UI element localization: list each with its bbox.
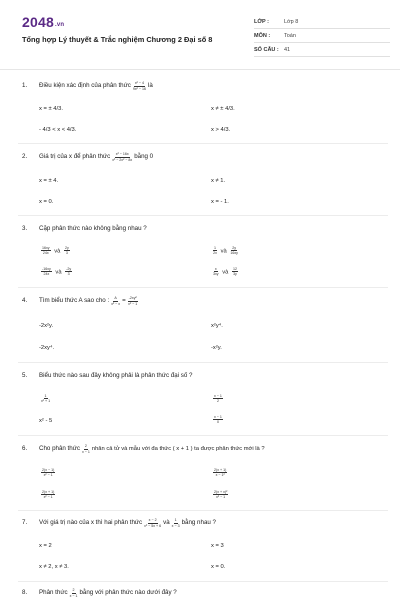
fraction: [172, 518, 180, 528]
question-stem: [22, 517, 392, 529]
question-number: 5.: [22, 372, 28, 379]
fraction: [213, 246, 217, 256]
option-a[interactable]: x = ± 4.: [39, 178, 59, 184]
question-stem: [22, 80, 392, 92]
question-number: 4.: [22, 297, 28, 304]
option-d[interactable]: [211, 415, 225, 425]
fraction-numerator: 2y: [232, 246, 237, 250]
fraction-denominator: x³ − 2x² − 8x: [112, 157, 133, 162]
fraction: [65, 267, 72, 277]
fraction-numerator: 2(x + 1): [42, 490, 55, 494]
fraction: [213, 267, 219, 277]
site-logo[interactable]: [22, 14, 64, 30]
option-c[interactable]: [39, 267, 74, 277]
question-6: [22, 443, 392, 455]
question-divider: [18, 287, 388, 288]
fraction: [213, 415, 223, 425]
equals-sign: =: [122, 297, 126, 304]
question-number: 1.: [22, 82, 28, 89]
fraction: [41, 267, 52, 277]
fraction-denominator: x² + 1: [41, 399, 51, 404]
fraction: [111, 296, 120, 306]
question-text: Phân thức: [39, 589, 68, 596]
fraction-numerator: x − 1: [214, 394, 222, 398]
option-d[interactable]: [211, 490, 230, 500]
option-a[interactable]: x = ± 4/3.: [39, 106, 63, 112]
option-b[interactable]: x²y⁴.: [211, 323, 223, 329]
meta-table: [254, 15, 390, 57]
fraction-denominator: 0: [216, 420, 219, 425]
fraction-denominator: x² − x: [111, 301, 121, 306]
fraction-numerator: x − 1: [214, 415, 222, 419]
option-c[interactable]: x ≠ 2, x ≠ 3.: [39, 564, 69, 570]
question-text-tail: bằng với phân thức nào dưới đây ?: [79, 589, 177, 596]
question-3: [22, 223, 392, 235]
fraction-numerator: 1: [44, 394, 47, 398]
question-divider: [18, 143, 388, 144]
fraction-numerator: 2: [72, 588, 75, 593]
option-a[interactable]: -2x²y.: [39, 323, 54, 329]
option-c[interactable]: x² - 5: [39, 418, 53, 424]
fraction: [128, 296, 138, 306]
option-c[interactable]: [39, 490, 57, 500]
fraction-denominator: x − 1: [69, 593, 78, 598]
fraction-denominator: x − 3: [171, 523, 180, 528]
fraction-numerator: -2xy²: [128, 296, 137, 301]
question-8: [22, 587, 392, 599]
option-c[interactable]: - 4/3 < x < 4/3.: [39, 127, 77, 133]
option-a[interactable]: [39, 246, 72, 256]
meta-value: Lớp 8: [284, 18, 299, 25]
fraction-numerator: x: [214, 267, 217, 271]
fraction-numerator: -16xy: [42, 267, 51, 271]
option-connector: và: [222, 269, 229, 276]
fraction: [144, 518, 161, 528]
fraction-numerator: A: [114, 296, 117, 301]
fraction-numerator: 2(x + 1): [214, 468, 227, 472]
option-b[interactable]: [211, 246, 240, 256]
meta-value: 41: [284, 46, 291, 53]
fraction-denominator: 16xy: [230, 251, 238, 256]
option-connector: và: [55, 269, 62, 276]
question-text-tail: nhân cả tử và mẫu với đa thức ( x + 1 ) ta được phân thức mới là ?: [91, 446, 265, 452]
fraction-denominator: 24x: [42, 251, 49, 256]
option-b[interactable]: [211, 394, 225, 404]
fraction: [213, 490, 228, 500]
fraction-denominator: x² − 1: [43, 495, 53, 500]
fraction-denominator: x² − 1: [128, 301, 138, 306]
question-text: Với giá trị nào của x thì hai phân thức: [39, 519, 143, 526]
fraction: [41, 490, 55, 500]
option-b[interactable]: x ≠ 1.: [211, 178, 226, 184]
fraction: [133, 81, 146, 91]
fraction: [41, 394, 50, 404]
fraction-numerator: 1: [214, 246, 216, 250]
fraction-denominator: 24x: [43, 272, 50, 277]
fraction-numerator: 16xy: [42, 246, 50, 250]
question-text-tail: bằng nhau ?: [181, 519, 216, 526]
meta-row-count: [254, 43, 390, 57]
question-number: 7.: [22, 519, 28, 526]
question-7: [22, 517, 392, 529]
option-d[interactable]: [211, 267, 240, 277]
option-a[interactable]: x = 2: [39, 543, 52, 549]
question-2: [22, 151, 392, 163]
question-stem: [22, 223, 392, 235]
fraction-numerator: x² − 16x: [115, 152, 129, 157]
meta-row-class: [254, 15, 390, 29]
page-title: Tổng hợp Lý thuyết & Trắc nghiệm Chương 2 Đại số 8: [22, 35, 213, 44]
fraction-denominator: 3y: [233, 272, 237, 277]
question-text: Cho phân thức: [39, 445, 80, 452]
fraction-denominator: 3: [65, 251, 68, 256]
meta-key: MÔN :: [254, 32, 271, 39]
fraction-denominator: 9x² − 16: [132, 86, 146, 91]
fraction: [213, 394, 223, 404]
question-stem: [22, 370, 392, 382]
fraction-denominator: x² − 1: [216, 495, 226, 500]
question-number: 6.: [22, 445, 28, 452]
fraction-numerator: 2(x − 1): [42, 468, 55, 472]
fraction: [230, 246, 238, 256]
fraction-denominator: x − 1²: [215, 473, 225, 478]
fraction: [64, 246, 70, 256]
fraction: [112, 152, 132, 162]
question-connector: và: [163, 519, 170, 526]
option-d[interactable]: x > 4/3.: [211, 127, 231, 133]
fraction-denominator: x² − 1: [43, 473, 53, 478]
fraction: [41, 246, 51, 256]
meta-value: Toán: [284, 32, 296, 39]
option-a[interactable]: [39, 394, 52, 404]
fraction-numerator: 2y: [64, 246, 69, 250]
fraction-numerator: x − 2: [148, 518, 157, 523]
option-connector: và: [220, 248, 227, 255]
option-b[interactable]: [211, 468, 229, 478]
fraction: [82, 444, 90, 454]
option-connector: và: [54, 248, 61, 255]
fraction-denominator: 2x: [213, 251, 217, 256]
fraction-denominator: 3xy: [213, 272, 219, 277]
fraction-denominator: 2: [216, 399, 219, 404]
fraction-numerator: 1: [174, 518, 177, 523]
fraction: [41, 468, 55, 478]
fraction: [70, 588, 78, 598]
question-divider: [18, 581, 388, 582]
logo-suffix: .vn: [54, 22, 65, 28]
fraction-numerator: 2(x + x)²: [214, 490, 228, 494]
question-5: [22, 370, 392, 382]
question-divider: [18, 510, 388, 511]
option-d[interactable]: -x²y.: [211, 345, 222, 351]
question-stem: [22, 587, 392, 599]
logo-text: 2048: [22, 14, 54, 30]
question-number: 3.: [22, 225, 28, 232]
fraction-denominator: x − 1: [81, 449, 90, 454]
header: [0, 0, 400, 70]
question-text: Biểu thức nào sau đây không phải là phân thức đại số ?: [39, 372, 193, 379]
option-a[interactable]: [39, 468, 57, 478]
fraction: [213, 468, 227, 478]
question-divider: [18, 362, 388, 363]
option-b[interactable]: x = 3: [211, 543, 224, 549]
fraction-denominator: 3: [67, 272, 70, 277]
question-divider: [18, 215, 388, 216]
meta-key: SỐ CÂU :: [254, 46, 279, 53]
option-c[interactable]: x = 0.: [39, 199, 54, 205]
question-text: Giá trị của x để phân thức: [39, 153, 111, 160]
option-c[interactable]: -2xy⁴.: [39, 345, 55, 351]
question-stem: [22, 151, 392, 163]
meta-key: LỚP :: [254, 18, 269, 25]
fraction: [232, 267, 238, 277]
question-number: 8.: [22, 589, 28, 596]
option-d[interactable]: x = - 1.: [211, 199, 229, 205]
fraction-denominator: x² − 5x + 6: [144, 523, 162, 528]
question-divider: [18, 435, 388, 436]
fraction-numerator: 2: [84, 444, 87, 449]
question-text: Điều kiện xác định của phân thức: [39, 82, 131, 89]
question-number: 2.: [22, 153, 28, 160]
question-4: [22, 295, 392, 307]
fraction-numerator: -2y: [66, 267, 72, 271]
question-text: Cặp phân thức nào không bằng nhau ?: [39, 225, 147, 232]
meta-row-subject: [254, 29, 390, 43]
fraction-numerator: 12: [232, 267, 237, 271]
question-stem: [22, 295, 392, 307]
option-b[interactable]: x ≠ ± 4/3.: [211, 106, 235, 112]
fraction-numerator: x² − 4: [134, 81, 144, 86]
question-text-tail: là: [147, 82, 153, 89]
question-text-tail: bằng 0: [134, 153, 154, 160]
question-text: Tìm biểu thức A sao cho :: [39, 297, 110, 304]
question-stem: [22, 443, 392, 455]
option-d[interactable]: x = 0.: [211, 564, 226, 570]
question-1: [22, 80, 392, 92]
